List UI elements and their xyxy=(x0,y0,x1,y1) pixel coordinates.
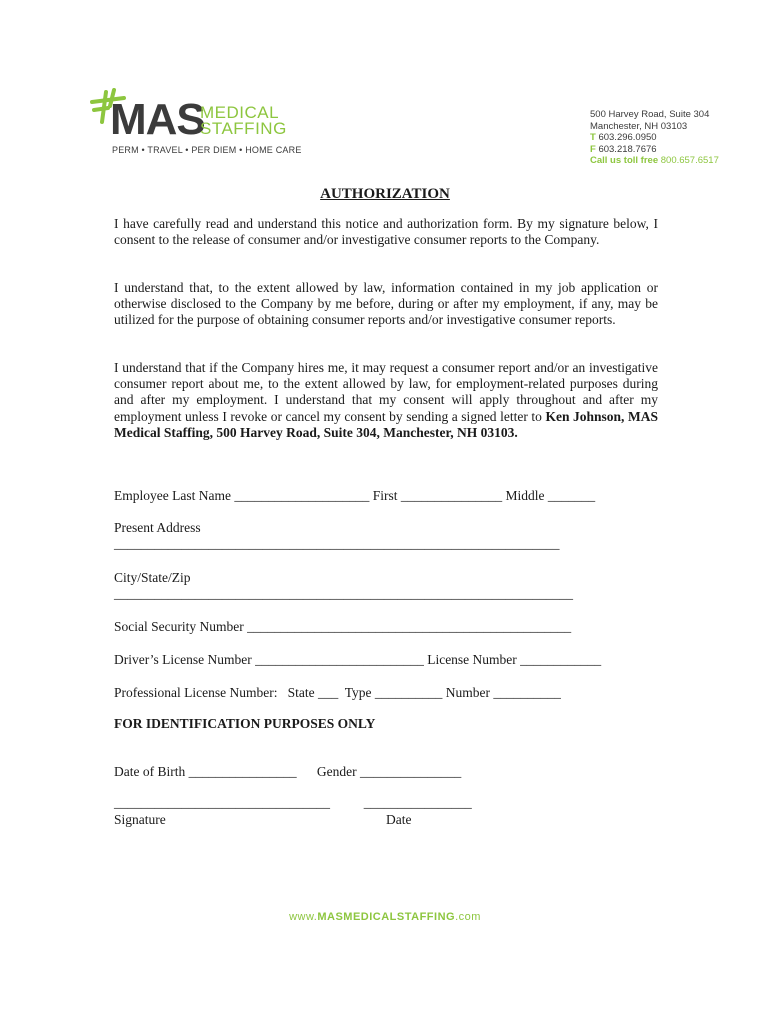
present-address-label: Present Address xyxy=(114,520,201,535)
signature-label: Signature xyxy=(114,812,166,827)
employee-name-field[interactable]: Employee Last Name ____________________ First _______________ Middle _______ xyxy=(114,488,596,503)
tollfree-number: 800.657.6517 xyxy=(660,155,719,166)
city-state-zip-label: City/State/Zip xyxy=(114,570,191,585)
logo-subtitle xyxy=(200,105,287,137)
url-main: MASMEDICALSTAFFING xyxy=(317,911,456,923)
address-line-2: Manchester, NH 03103 xyxy=(590,120,688,132)
paragraph-hire-text: I understand that if the Company hires me, it may request a consumer report and/or an investigative consumer report about me, to the extent allowed by law, for employment-related purposes during and after my employment. I understand that my consent will apply throughout and after my employment unless I revoke or cancel my consent by sending a signed letter to xyxy=(114,360,658,424)
phone-label: T xyxy=(590,132,596,143)
phone-number: 603.296.0950 xyxy=(598,132,657,143)
website-link[interactable] xyxy=(0,911,770,923)
logo-sub-staffing: STAFFING xyxy=(200,119,287,138)
address-line-1: 500 Harvey Road, Suite 304 xyxy=(590,109,710,120)
identification-heading: FOR IDENTIFICATION PURPOSES ONLY xyxy=(114,716,376,731)
professional-license-field[interactable]: Professional License Number: State ___ Type __________ Number __________ xyxy=(114,685,561,700)
present-address-field[interactable]: __________________________________________________________________ xyxy=(114,536,560,551)
paragraph-consent: I have carefully read and understand this notice and authorization form. By my signature below, I consent to the release of consumer and/or investigative consumer reports to the Company. xyxy=(114,216,658,248)
url-suffix: .com xyxy=(455,911,481,923)
ssn-field[interactable]: Social Security Number ________________________________________________ xyxy=(114,619,572,634)
contact-block xyxy=(590,109,760,167)
city-state-zip-field[interactable]: ____________________________________________________________________ xyxy=(114,586,573,601)
paragraph-law: I understand that, to the extent allowed by law, information contained in my job application or otherwise disclosed to the Company by me before, during or after my employment, if any, may be utilized for the purpose of obtaining consumer reports and/or investigative consumer reports. xyxy=(114,280,658,328)
paragraph-hire xyxy=(114,360,658,441)
fax-line xyxy=(590,144,760,156)
paragraph-hire-address: Ken Johnson, MAS Medical Staffing, 500 Harvey Road, Suite 304, Manchester, NH 03103. xyxy=(114,408,658,440)
logo-tagline: PERM • TRAVEL • PER DIEM • HOME CARE xyxy=(112,145,302,155)
company-logo xyxy=(88,84,302,162)
phone-line xyxy=(590,132,760,144)
page-title: AUTHORIZATION xyxy=(320,186,450,202)
fax-label: F xyxy=(590,143,596,155)
tollfree-line xyxy=(590,155,760,167)
date-label: Date xyxy=(386,812,412,827)
fax-number: 603.218.7676 xyxy=(598,143,657,155)
drivers-license-field[interactable]: Driver’s License Number _________________________ License Number ____________ xyxy=(114,652,602,667)
dob-gender-field[interactable]: Date of Birth ________________ Gender _______________ xyxy=(114,764,462,779)
url-prefix: www. xyxy=(289,911,318,923)
logo-sub-medical: MEDICAL xyxy=(200,103,280,122)
tollfree-label: Call us toll free xyxy=(590,155,659,166)
signature-date-lines[interactable]: ________________________________ ________________ xyxy=(114,795,472,810)
logo-mas-text: MAS xyxy=(110,95,205,144)
